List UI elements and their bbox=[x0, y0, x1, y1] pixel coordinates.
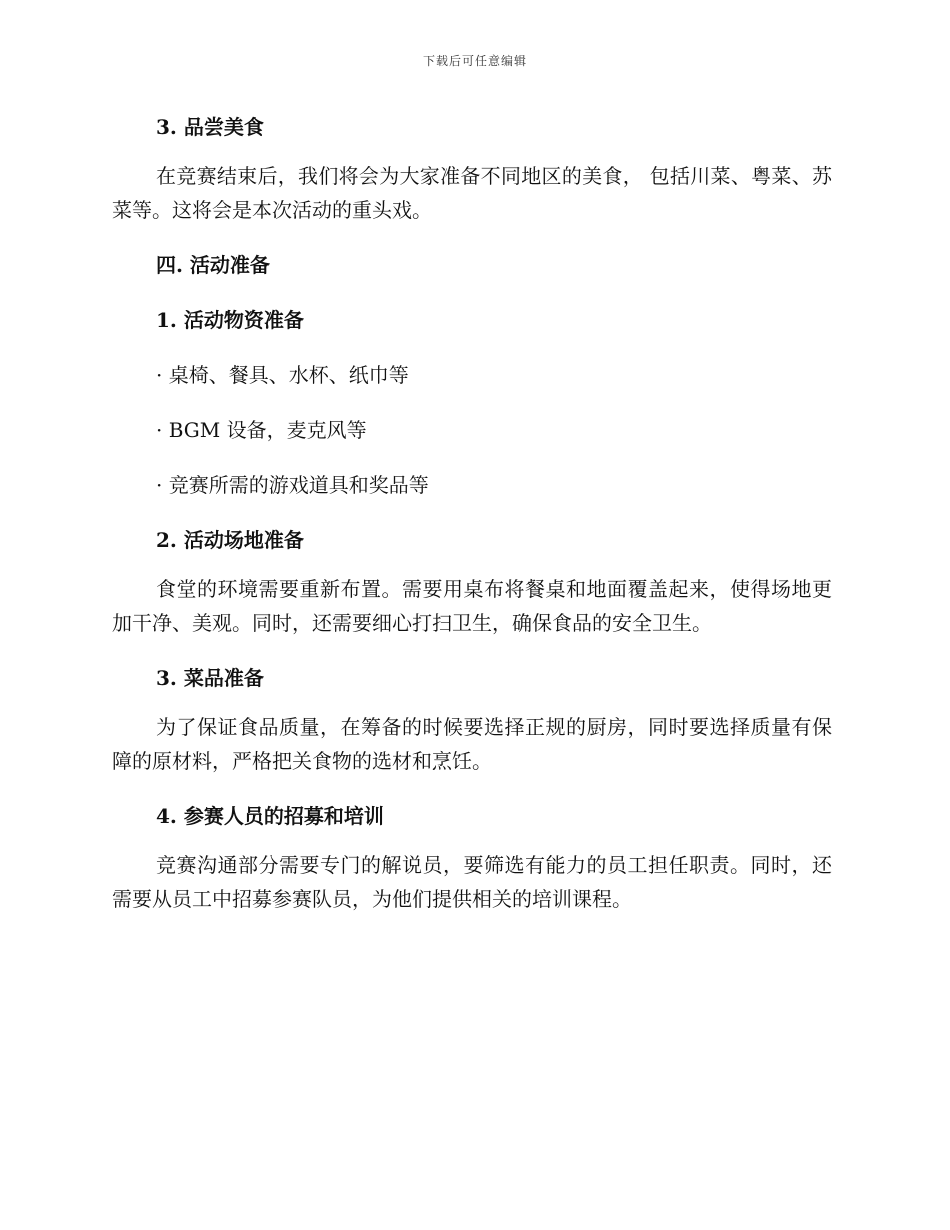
document-body bbox=[112, 110, 832, 916]
paragraph-recruitment: 竞赛沟通部分需要专门的解说员，要筛选有能力的员工担任职责。同时，还需要从员工中招募参赛队员，为他们提供相关的培训课程。 bbox=[112, 853, 832, 911]
section-heading-materials: 1. 活动物资准备 bbox=[156, 308, 304, 332]
list-item-props: · 竞赛所需的游戏道具和奖品等 bbox=[156, 473, 429, 497]
section-heading-venue: 2. 活动场地准备 bbox=[156, 528, 304, 552]
section-heading-recruitment: 4. 参赛人员的招募和培训 bbox=[156, 804, 384, 828]
section-heading-taste-food: 3. 品尝美食 bbox=[156, 115, 264, 139]
section-heading-activity-prep: 四. 活动准备 bbox=[156, 253, 270, 277]
page-header: 下载后可任意编辑 bbox=[422, 54, 527, 68]
paragraph-dishes: 为了保证食品质量，在筹备的时候要选择正规的厨房，同时要选择质量有保障的原材料，严格把关食物的选材和烹饪。 bbox=[112, 715, 832, 773]
list-item-bgm: · BGM 设备，麦克风等 bbox=[156, 418, 367, 442]
list-item-furniture: · 桌椅、餐具、水杯、纸巾等 bbox=[156, 363, 409, 387]
section-heading-dishes: 3. 菜品准备 bbox=[156, 666, 264, 690]
paragraph-venue: 食堂的环境需要重新布置。需要用桌布将餐桌和地面覆盖起来，使得场地更加干净、美观。同时，还需要细心打扫卫生，确保食品的安全卫生。 bbox=[112, 577, 832, 635]
paragraph-taste-food: 在竞赛结束后，我们将会为大家准备不同地区的美食， 包括川菜、粤菜、苏菜等。这将会是本次活动的重头戏。 bbox=[112, 164, 832, 222]
